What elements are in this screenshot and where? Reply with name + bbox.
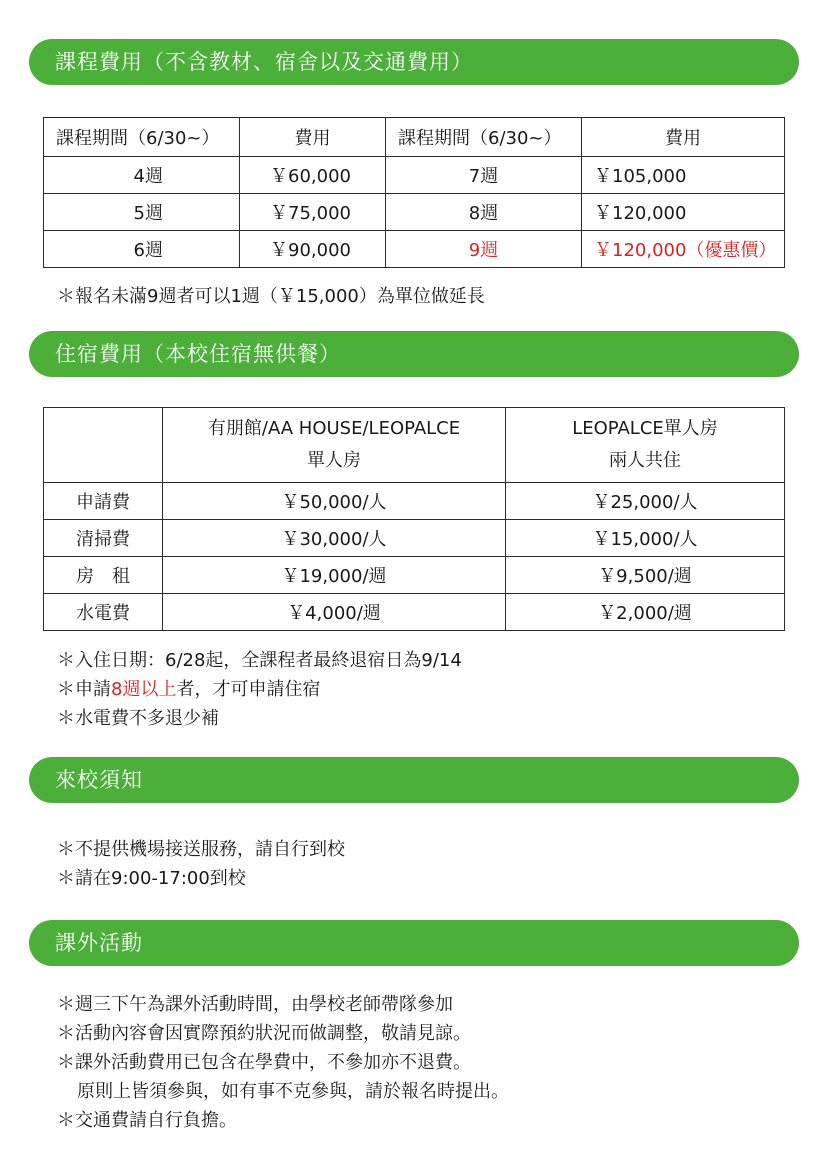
weeks-cell: 6週 bbox=[44, 231, 240, 268]
weeks-cell-highlight: 9週 bbox=[386, 231, 582, 268]
activities-notes bbox=[57, 990, 509, 1135]
activity-note: ＊課外活動費用已包含在學費中，不參加亦不退費。 bbox=[57, 1052, 471, 1073]
activity-note: 原則上皆須參與，如有事不克參與，請於報名時提出。 bbox=[77, 1081, 509, 1102]
row-label: 水電費 bbox=[44, 594, 163, 631]
eligibility-highlight: 8週以上 bbox=[111, 679, 177, 700]
checkin-note: ＊入住日期：6/28起，全課程者最終退宿日為9/14 bbox=[57, 650, 462, 671]
course-fee-table bbox=[43, 117, 785, 268]
fee-cell: ￥60,000 bbox=[240, 157, 386, 194]
activity-note: ＊週三下午為課外活動時間，由學校老師帶隊參加 bbox=[57, 994, 453, 1015]
header-single-room bbox=[163, 408, 506, 483]
fee-cell: ￥105,000 bbox=[582, 157, 785, 194]
weeks-cell: 7週 bbox=[386, 157, 582, 194]
fee-cell: ￥75,000 bbox=[240, 194, 386, 231]
activity-note: ＊交通費請自行負擔。 bbox=[57, 1110, 237, 1131]
single-fee-cell: ￥50,000/人 bbox=[163, 483, 506, 520]
table-row bbox=[44, 231, 785, 268]
course-fee-header: 課程費用（不含教材、宿舍以及交通費用） bbox=[29, 39, 799, 85]
shared-fee-cell: ￥25,000/人 bbox=[506, 483, 785, 520]
eligibility-post: 者，才可申請住宿 bbox=[176, 679, 321, 700]
activity-note: ＊活動內容會因實際預約狀況而做調整，敬請見諒。 bbox=[57, 1023, 471, 1044]
eligibility-note bbox=[57, 675, 462, 704]
header-shared-line2: 兩人共住 bbox=[609, 450, 681, 471]
table-row bbox=[44, 483, 785, 520]
extension-note: ＊報名未滿9週者可以1週（￥15,000）為單位做延長 bbox=[57, 286, 485, 307]
header-shared-line1: LEOPALCE單人房 bbox=[572, 418, 718, 439]
table-row bbox=[44, 594, 785, 631]
header-single-line1: 有朋館/AA HOUSE/LEOPALCE bbox=[207, 418, 461, 439]
shared-fee-cell: ￥2,000/週 bbox=[506, 594, 785, 631]
header-fee: 費用 bbox=[240, 118, 386, 157]
fee-cell-highlight: ￥120,000（優惠價） bbox=[582, 231, 785, 268]
header-empty bbox=[44, 408, 163, 483]
row-label: 清掃費 bbox=[44, 520, 163, 557]
shared-fee-cell: ￥15,000/人 bbox=[506, 520, 785, 557]
header-shared-room bbox=[506, 408, 785, 483]
single-fee-cell: ￥30,000/人 bbox=[163, 520, 506, 557]
course-fee-note bbox=[57, 282, 485, 311]
weeks-cell: 4週 bbox=[44, 157, 240, 194]
utility-note: ＊水電費不多退少補 bbox=[57, 708, 219, 729]
housing-fee-table bbox=[43, 407, 785, 631]
weeks-cell: 5週 bbox=[44, 194, 240, 231]
single-fee-cell: ￥4,000/週 bbox=[163, 594, 506, 631]
weeks-cell: 8週 bbox=[386, 194, 582, 231]
header-fee-2: 費用 bbox=[582, 118, 785, 157]
header-single-line2: 單人房 bbox=[307, 450, 361, 471]
row-label: 房 租 bbox=[44, 557, 163, 594]
housing-notes bbox=[57, 646, 462, 733]
table-row bbox=[44, 520, 785, 557]
arrival-header: 來校須知 bbox=[29, 757, 799, 803]
activities-header: 課外活動 bbox=[29, 920, 799, 966]
fee-cell: ￥90,000 bbox=[240, 231, 386, 268]
shared-fee-cell: ￥9,500/週 bbox=[506, 557, 785, 594]
table-row bbox=[44, 157, 785, 194]
pickup-note: ＊不提供機場接送服務，請自行到校 bbox=[57, 839, 345, 860]
table-header-row bbox=[44, 408, 785, 483]
single-fee-cell: ￥19,000/週 bbox=[163, 557, 506, 594]
header-period-2: 課程期間（6/30~） bbox=[386, 118, 582, 157]
header-period: 課程期間（6/30~） bbox=[44, 118, 240, 157]
eligibility-pre: ＊申請 bbox=[57, 679, 111, 700]
housing-fee-header: 住宿費用（本校住宿無供餐） bbox=[29, 331, 799, 377]
arrival-time-note: ＊請在9:00-17:00到校 bbox=[57, 868, 246, 889]
arrival-notes bbox=[57, 835, 345, 893]
table-header-row bbox=[44, 118, 785, 157]
table-row bbox=[44, 194, 785, 231]
row-label: 申請費 bbox=[44, 483, 163, 520]
fee-cell: ￥120,000 bbox=[582, 194, 785, 231]
table-row bbox=[44, 557, 785, 594]
